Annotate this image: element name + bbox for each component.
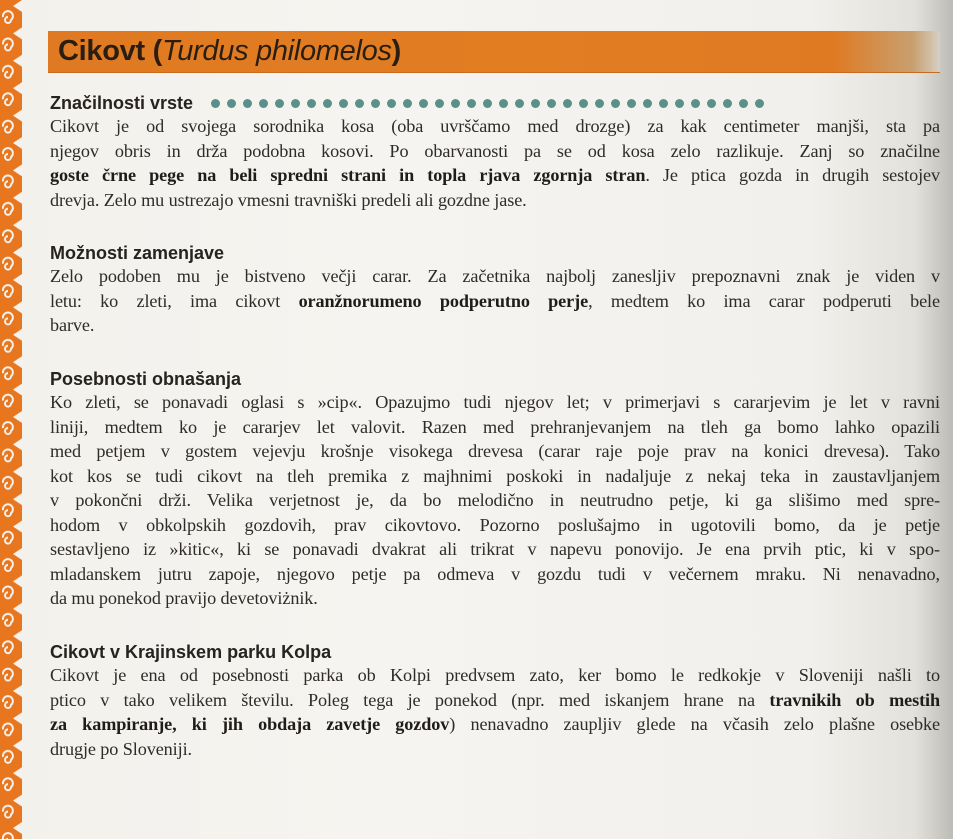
text-line: Cikovt je ena od posebnosti parka ob Kolpi predvsem zato, ker bomo le redkokje v Sloveniji našli to: [50, 665, 940, 685]
text-line: sestavljeno iz »kitic«, ki se ponavadi dvakrat ali trikrat v napevu ponovijo. Je ena prvih ptic, ki v spo-: [50, 539, 940, 559]
text-line: liniji, medtem ko je cararjev let valovit. Razen med prehranjevanjem na tleh ga bomo lahko opazili: [50, 416, 940, 437]
emphasis-text: travnikih ob mestih: [769, 689, 940, 710]
section-heading: Značilnosti vrste: [50, 93, 194, 113]
text-line: njegov obris in drža podobna kosovi. Po obarvanosti pa se od kosa zelo razlikuje. Zanj so značilne: [50, 140, 940, 161]
text-line: Cikovt je od svojega sorodnika kosa (oba uvrščamo med drozge) za kak centimeter manjši, sta pa: [50, 116, 940, 136]
text-line: mladanskem jutru zapoje, njegovo petje pa odmeva v gozdu tudi v večernem mraku. Ni nenavadno,: [50, 563, 940, 584]
title-latin-name: Turdus philomelos: [161, 35, 392, 67]
section-body: [50, 114, 940, 212]
text-span: , medtem ko ima carar podperuti bele: [588, 290, 940, 311]
section-confusion: [50, 242, 940, 338]
text-line: hodom v obkolpskih gozdovih, prav cikovtovo. Pozorno poslušajmo in ugotovili bomo, da je petje: [50, 514, 940, 535]
text-line: drugje po Sloveniji.: [50, 738, 192, 759]
title-banner: [48, 31, 940, 72]
text-line: med petjem v gostem vejevju krošnje visokega drevesa (carar raje poje prav na konici drevesa). Tako: [50, 441, 940, 461]
text-line: Zelo podoben mu je bistveno večji carar. Za začetnika najbolj zanesljiv prepoznavni znak je viden v: [50, 266, 940, 286]
section-body: [50, 390, 940, 611]
section-heading: Možnosti zamenjave: [50, 243, 225, 263]
section-body: [50, 663, 940, 761]
text-span: ) nenavadno zaupljiv glede na včasih zelo plašne osebke: [449, 714, 940, 734]
emphasis-text: za kampiranje, ki jih obdaja zavetje gozdov: [50, 714, 450, 734]
text-line: da mu ponekod pravijo devetoviżnik.: [50, 588, 318, 608]
emphasis-text: oranžnorumeno podperutno perje: [298, 290, 589, 311]
page-title: [58, 33, 401, 69]
text-line: barve.: [50, 315, 95, 335]
text-span: letu: ko zleti, ima cikovt: [50, 290, 299, 311]
text-span: ptico v tako velikem številu. Poleg tega je ponekod (npr. med iskanjem hrane na: [50, 689, 770, 710]
emphasis-text: goste črne pege na beli spredni strani in topla rjava zgornja stran: [50, 165, 646, 185]
decorative-border: [0, 0, 22, 839]
text-line: drevja. Zelo mu ustrezajo vmesni travniški predeli ali gozdne jase.: [50, 189, 527, 210]
section-characteristics: [50, 92, 940, 212]
text-line: [50, 163, 940, 188]
text-line: [50, 289, 940, 314]
text-line: [50, 712, 940, 737]
section-heading: Cikovt v Krajinskem parku Kolpa: [50, 642, 332, 662]
text-span: . Je ptica gozda in drugih sestojev: [645, 165, 940, 185]
section-heading: Posebnosti obnašanja: [50, 369, 242, 389]
title-common-name: Cikovt: [58, 35, 145, 67]
title-open-paren: (: [152, 35, 162, 67]
dot-divider: [211, 99, 764, 108]
section-behaviour: [50, 368, 940, 611]
text-line: kot kos se tudi cikovt na tleh premika z majhnimi poskoki in nadaljuje z nekaj teka in zaustavljanjem: [50, 465, 940, 486]
decorative-border-pattern: [0, 0, 22, 839]
text-line: [50, 688, 940, 713]
section-body: [50, 264, 940, 338]
text-line: v pokončni drži. Velika verjetnost je, da bo melodično in neutrudno petje, ki ga slišimo med spre-: [50, 490, 940, 510]
section-kolpa-park: [50, 641, 940, 761]
text-line: Ko zleti, se ponavadi oglasi s »cip«. Opazujmo tudi njegov let; v primerjavi s cararjevim je let v ravni: [50, 392, 940, 412]
title-close-paren: ): [391, 35, 402, 67]
